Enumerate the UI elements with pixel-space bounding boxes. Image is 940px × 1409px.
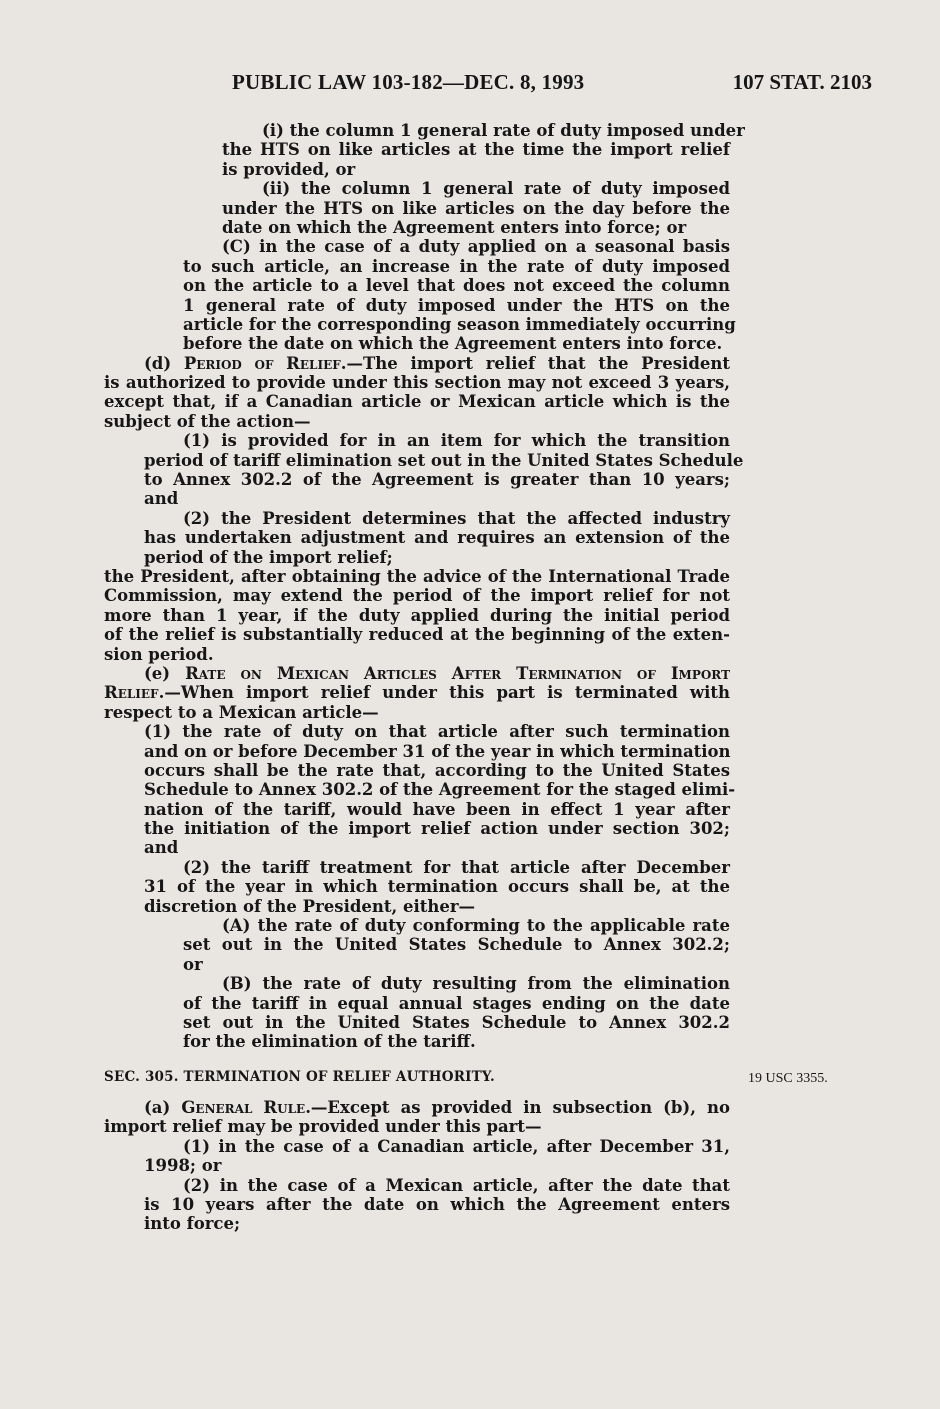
section-heading: SEC. 305. TERMINATION OF RELIEF AUTHORITY. — [104, 1069, 495, 1085]
text-line: sion period. — [104, 644, 214, 664]
text-line: discretion of the President, either— — [144, 896, 476, 916]
text-line: the HTS on like articles at the time the import relief — [222, 140, 730, 160]
text-line: 1998; or — [144, 1156, 222, 1176]
text-line: into force; — [144, 1214, 241, 1234]
text-line: period of tariff elimination set out in the United States Schedule — [144, 450, 744, 470]
text-line: the President, after obtaining the advice of the International Trade — [104, 566, 730, 586]
text-line: respect to a Mexican article— — [104, 702, 379, 722]
text-line: import relief may be provided under this part— — [104, 1117, 542, 1137]
subsection-a-heading: (a) General Rule.—Except as provided in subsection (b), no — [144, 1098, 730, 1117]
body-text — [104, 121, 745, 1052]
margin-citation: 19 USC 3355. — [748, 1071, 828, 1086]
text-line: Commission, may extend the period of the import relief for not — [104, 586, 730, 606]
text-line: (C) in the case of a duty applied on a seasonal basis — [222, 237, 730, 257]
text-line: and — [144, 838, 179, 858]
text-line: except that, if a Canadian article or Mexican article which is the — [104, 392, 730, 412]
text-line: of the tariff in equal annual stages ending on the date — [183, 993, 730, 1013]
text-line: set out in the United States Schedule to Annex 302.2; — [183, 935, 730, 955]
text-line: (ii) the column 1 general rate of duty imposed — [262, 179, 730, 199]
text-line: nation of the tariff, would have been in effect 1 year after — [144, 799, 730, 819]
text-line: period of the import relief; — [144, 547, 393, 567]
subsection-e-heading: (e) Rate on Mexican Articles After Termination of Import — [144, 663, 730, 683]
statute-page-number: 107 STAT. 2103 — [732, 70, 872, 94]
text-line: under the HTS on like articles on the day before the — [222, 198, 730, 218]
page-header — [0, 70, 940, 100]
text-line: 1 general rate of duty imposed under the HTS on the — [183, 295, 730, 315]
text-line: set out in the United States Schedule to Annex 302.2 — [183, 1012, 730, 1032]
text-line: Schedule to Annex 302.2 of the Agreement for the staged elimi- — [144, 780, 736, 800]
text-line: is authorized to provide under this section may not exceed 3 years, — [104, 373, 730, 393]
text-line: and — [144, 489, 179, 509]
text-line: (2) the tariff treatment for that article after December — [183, 857, 730, 877]
text-line: (2) in the case of a Mexican article, after the date that — [183, 1175, 730, 1195]
text-line: or — [183, 954, 203, 974]
text-line: is provided, or — [222, 159, 356, 179]
text-line: to such article, an increase in the rate of duty imposed — [183, 256, 730, 276]
text-line: has undertaken adjustment and requires an extension of the — [144, 528, 730, 548]
text-line: of the relief is substantially reduced at the beginning of the exten- — [104, 625, 730, 645]
text-line: subject of the action— — [104, 411, 311, 431]
text-line: (2) the President determines that the affected industry — [183, 508, 730, 528]
running-title: PUBLIC LAW 103-182—DEC. 8, 1993 — [232, 70, 585, 94]
text-line: (1) in the case of a Canadian article, after December 31, — [183, 1136, 730, 1156]
subsection-d-heading: (d) Period of Relief.—The import relief that the President — [144, 353, 730, 373]
text-line: (A) the rate of duty conforming to the applicable rate — [222, 916, 730, 936]
text-line: on the article to a level that does not exceed the column — [183, 276, 730, 296]
text-line: is 10 years after the date on which the Agreement enters — [144, 1194, 730, 1214]
text-line: before the date on which the Agreement enters into force. — [183, 334, 723, 354]
text-line: for the elimination of the tariff. — [183, 1032, 476, 1052]
text-line: date on which the Agreement enters into force; or — [222, 217, 687, 237]
text-line: article for the corresponding season immediately occurring — [183, 314, 736, 334]
text-line: 31 of the year in which termination occurs shall be, at the — [144, 877, 730, 897]
text-line: more than 1 year, if the duty applied during the initial period — [104, 605, 730, 625]
text-line: Relief.—When import relief under this part is terminated with — [104, 683, 730, 703]
text-line: (i) the column 1 general rate of duty imposed under — [262, 121, 745, 140]
text-line: and on or before December 31 of the year in which termination — [144, 741, 731, 761]
section-305-text — [104, 1098, 730, 1234]
text-line: (B) the rate of duty resulting from the elimination — [222, 974, 730, 994]
text-line: to Annex 302.2 of the Agreement is greater than 10 years; — [144, 470, 730, 490]
text-line: occurs shall be the rate that, according to the United States — [144, 760, 730, 780]
text-line: the initiation of the import relief action under section 302; — [144, 819, 730, 839]
text-line: (1) is provided for in an item for which the transition — [183, 431, 730, 451]
text-line: (1) the rate of duty on that article after such termination — [144, 722, 730, 742]
